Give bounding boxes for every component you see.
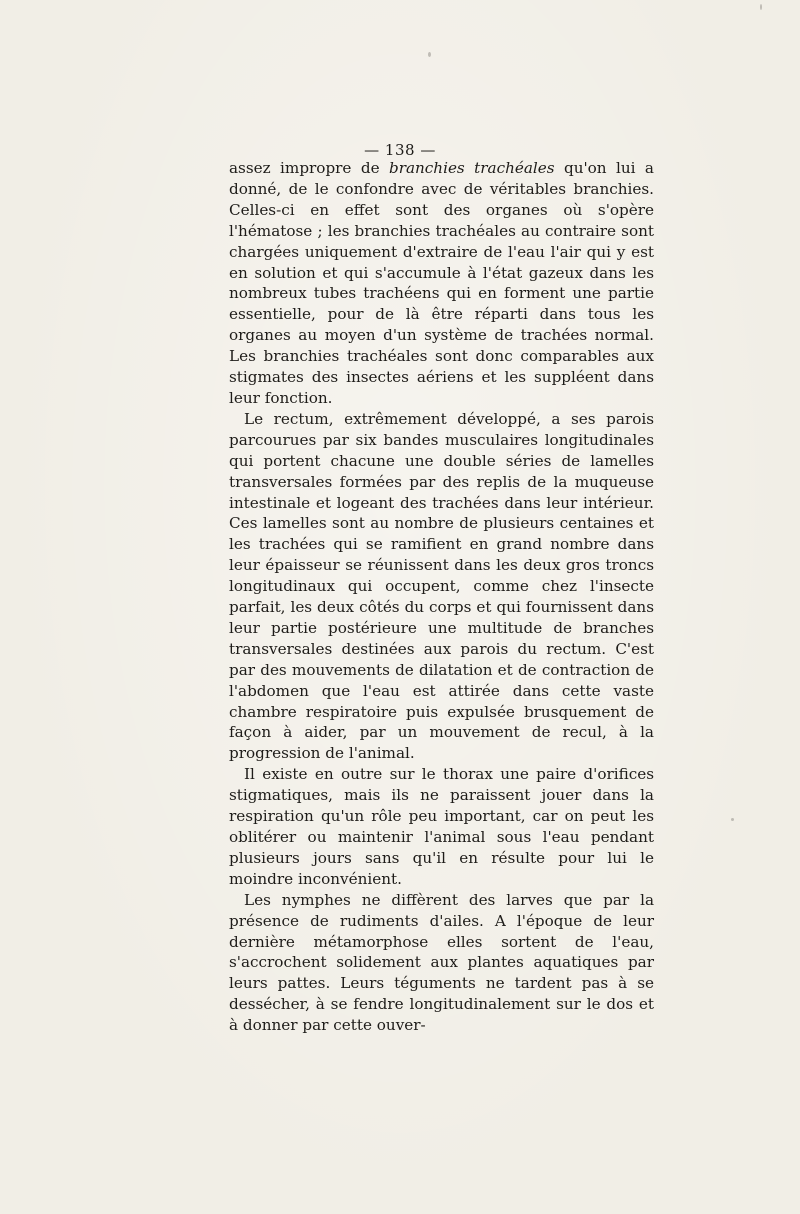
paper-speck [428, 52, 431, 57]
paragraph-1 [229, 158, 654, 409]
paragraph-1-emphasis: branchies trachéales [388, 159, 555, 177]
body-text [229, 158, 654, 1036]
paragraph-4: Les nymphes ne diffèrent des larves que par la présence de rudiments d'ailes. A l'époque de leur dernière métamorphose elles sortent de l'eau, s'accrochent solidement aux plantes aquatiques par leurs pattes. Leurs téguments ne tardent pas à se dessécher, à se fendre longitudinalement sur le dos et à donner par cette ouver- [229, 890, 654, 1035]
paragraph-1-lead: assez impropre de [229, 159, 389, 177]
paper-speck [731, 818, 734, 821]
paragraph-3: Il existe en outre sur le thorax une paire d'orifices stigmatiques, mais ils ne paraissent jouer dans la respiration qu'un rôle peu important, car on peut les oblitérer ou maintenir l'animal sous l'eau pendant plusieurs jours sans qu'il en résulte pour lui le moindre inconvénient. [229, 765, 654, 888]
page-number: — 138 — [364, 141, 436, 159]
paper-speck [760, 4, 762, 10]
paragraph-2: Le rectum, extrêmement développé, a ses parois parcourues par six bandes musculaires longitudinales qui portent chacune une double séries de lamelles transversales formées par des replis de la muqueuse intestinale et logeant des trachées dans leur intérieur. Ces lamelles sont au nombre de plusieurs centaines et les trachées qui se ramifient en grand nombre dans leur épaisseur se réunissent dans les deux gros troncs longitudinaux qui occupent, comme chez l'insecte parfait, les deux côtés du corps et qui fournissent dans leur partie postérieure une multitude de branches transversales destinées aux parois du rectum. C'est par des mouvements de dilatation et de contraction de l'abdomen que l'eau est attirée dans cette vaste chambre respiratoire puis expulsée brusquement de façon à aider, par un mouvement de recul, à la progression de l'animal. [229, 409, 654, 763]
paragraph-1-rest: qu'on lui a donné, de le confondre avec de véritables branchies. Celles-ci en effet sont des organes où s'opère l'hématose ; les branchies trachéales au contraire sont chargées uniquement d'extraire de l'eau l'air qui y est en solution et qui s'accumule à l'état gazeux dans les nombreux tubes trachéens qui en forment une partie essentielle, pour de là être réparti dans tous les organes au moyen d'un système de trachées normal. Les branchies trachéales sont donc comparables aux stigmates des insectes aériens et les suppléent dans leur fonction. [229, 159, 654, 407]
